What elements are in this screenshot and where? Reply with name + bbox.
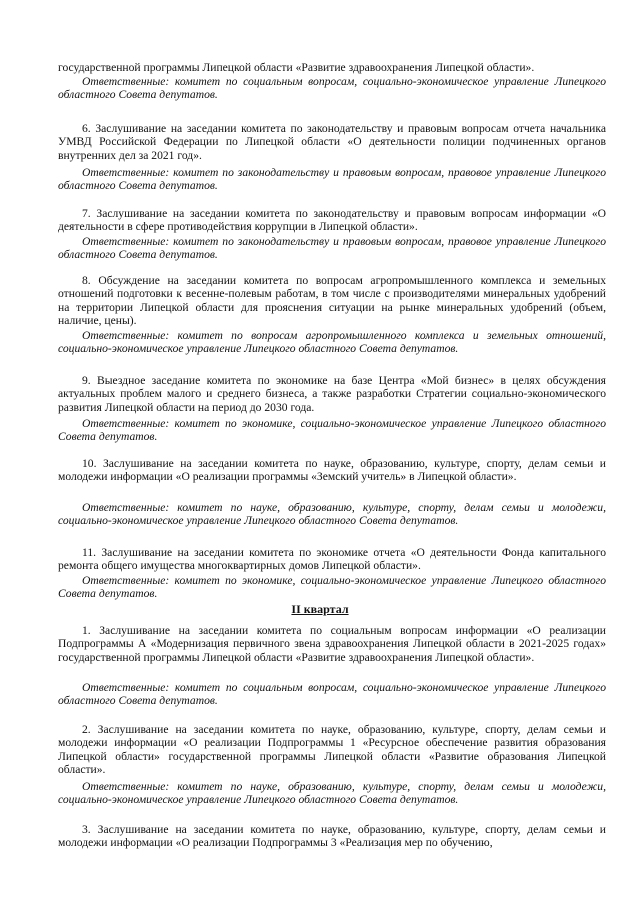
- responsible-note: Ответственные: комитет по законодательству и правовым вопросам, правовое управление Липецкого областного Совета депутатов.: [58, 166, 606, 193]
- list-item-11: 11. Заслушивание на заседании комитета по экономике отчета «О деятельности Фонда капитального ремонта общего имущества многоквартирных домов Липецкой области».: [58, 546, 606, 573]
- list-item-7: 7. Заслушивание на заседании комитета по законодательству и правовым вопросам информации «О деятельности в сфере противодействия коррупции в Липецкой области».: [58, 207, 606, 234]
- responsible-note: Ответственные: комитет по науке, образованию, культуре, спорту, делам семьи и молодежи, социально-экономическое управление Липецкого областного Совета депутатов.: [58, 780, 606, 807]
- list-item-6: 6. Заслушивание на заседании комитета по законодательству и правовым вопросам отчета начальника УМВД Российской Федерации по Липецкой области «О деятельности полиции подчиненных органов внутренних дел за 2021 год».: [58, 122, 606, 162]
- responsible-note: Ответственные: комитет по экономике, социально-экономическое управление Липецкого областного Совета депутатов.: [58, 574, 606, 601]
- q2-list-item-1: 1. Заслушивание на заседании комитета по социальным вопросам информации «О реализации Подпрограммы А «Модернизация первичного звена здравоохранения Липецкой области в 2021-2025 годах» государственной программы Липецкой области «Развитие здравоохранения Липецкой области».: [58, 624, 606, 664]
- list-item-9: 9. Выездное заседание комитета по экономике на базе Центра «Мой бизнес» в целях обсуждения актуальных проблем малого и среднего бизнеса, а также разработки Стратегии социально-экономического развития Липецкой области на период до 2030 года.: [58, 374, 606, 414]
- responsible-note: Ответственные: комитет по социальным вопросам, социально-экономическое управление Липецкого областного Совета депутатов.: [58, 681, 606, 708]
- responsible-note: Ответственные: комитет по социальным вопросам, социально-экономическое управление Липецкого областного Совета депутатов.: [58, 75, 606, 102]
- list-item-8: 8. Обсуждение на заседании комитета по вопросам агропромышленного комплекса и земельных отношений подготовки к весенне-полевым работам, в том числе с производителями минеральных удобрений на территории Липецкой области для прояснения ситуации на рынке минеральных удобрений (объем, наличие, цены).: [58, 274, 606, 328]
- q2-list-item-3: 3. Заслушивание на заседании комитета по науке, образованию, культуре, спорту, делам семьи и молодежи информации «О реализации Подпрограммы 3 «Реализация мер по обучению,: [58, 823, 606, 850]
- responsible-note: Ответственные: комитет по экономике, социально-экономическое управление Липецкого областного Совета депутатов.: [58, 417, 606, 444]
- responsible-note: Ответственные: комитет по науке, образованию, культуре, спорту, делам семьи и молодежи, социально-экономическое управление Липецкого областного Совета депутатов.: [58, 501, 606, 528]
- paragraph-continuation: государственной программы Липецкой области «Развитие здравоохранения Липецкой области».: [58, 61, 535, 74]
- responsible-note: Ответственные: комитет по вопросам агропромышленного комплекса и земельных отношений, социально-экономическое управление Липецкого областного Совета депутатов.: [58, 329, 606, 356]
- list-item-10: 10. Заслушивание на заседании комитета по науке, образованию, культуре, спорту, делам семьи и молодежи информации «О реализации программы «Земский учитель» в Липецкой области».: [58, 457, 606, 484]
- section-heading-q2: II квартал: [291, 602, 349, 616]
- q2-list-item-2: 2. Заслушивание на заседании комитета по науке, образованию, культуре, спорту, делам семьи и молодежи информации «О реализации Подпрограммы 1 «Ресурсное обеспечение развития образования Липецкой области» государственной программы Липецкой области «Развитие образования Липецкой области».: [58, 723, 606, 777]
- responsible-note: Ответственные: комитет по законодательству и правовым вопросам, правовое управление Липецкого областного Совета депутатов.: [58, 235, 606, 262]
